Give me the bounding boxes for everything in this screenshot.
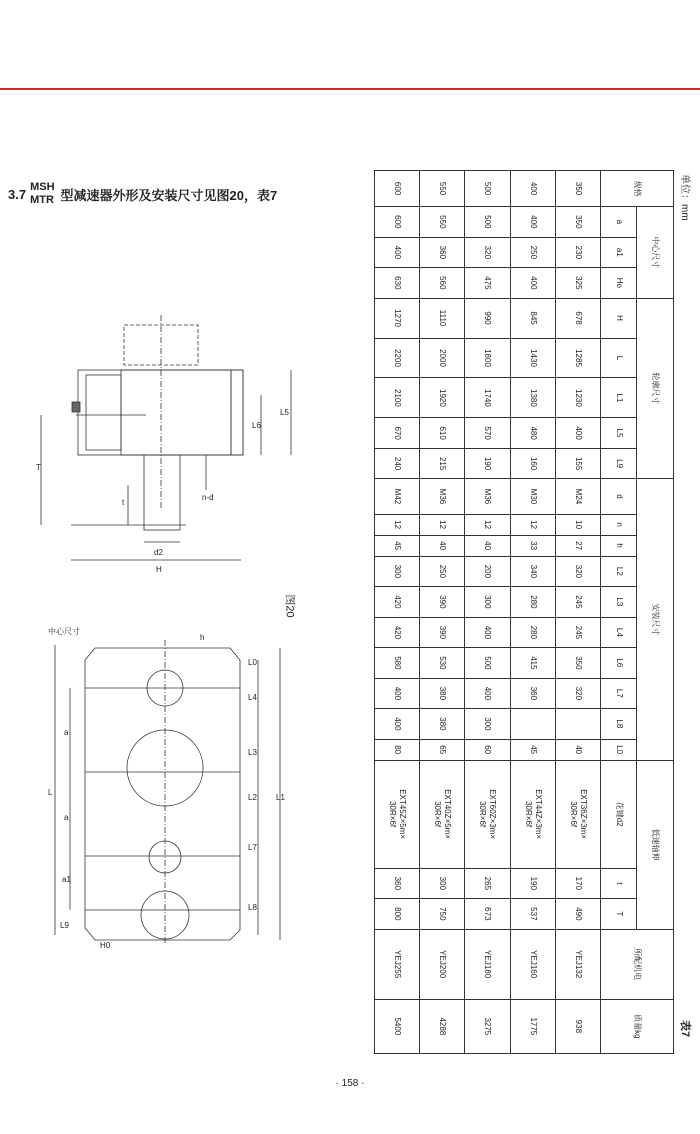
table-7-rotated xyxy=(372,170,694,1054)
cell-a1: 360 xyxy=(420,237,465,268)
group-weight: 质量kg xyxy=(600,999,673,1053)
cell-l0: 80 xyxy=(375,739,420,760)
label-nd: n-d xyxy=(202,493,214,502)
label-L1: L1 xyxy=(276,793,285,802)
cell-a: 350 xyxy=(555,207,600,238)
cell-h: 1110 xyxy=(420,298,465,338)
cell-l3: 420 xyxy=(375,587,420,618)
cell-l0: 40 xyxy=(555,739,600,760)
cell-a: 550 xyxy=(420,207,465,238)
cell-l5: 670 xyxy=(375,418,420,449)
cell-t: 170 xyxy=(555,868,600,899)
cell-t: 360 xyxy=(375,868,420,899)
label-L7: L7 xyxy=(248,843,257,852)
cell-motor: YEJ180 xyxy=(465,929,510,999)
label-L: L xyxy=(48,788,53,797)
cell-d2 xyxy=(465,760,510,868)
cell-l7: 380 xyxy=(420,678,465,709)
cell-d: M36 xyxy=(420,479,465,514)
col-header: Ho xyxy=(600,268,637,299)
cell-h: 33 xyxy=(510,535,555,556)
cell-h: 678 xyxy=(555,298,600,338)
cell-l4: 420 xyxy=(375,617,420,648)
cell-weight: 938 xyxy=(555,999,600,1053)
cell-h: 845 xyxy=(510,298,555,338)
cell-l9: 190 xyxy=(465,448,510,479)
header-rule xyxy=(0,88,700,90)
cell-l2: 250 xyxy=(420,556,465,587)
cell-l: 2200 xyxy=(375,338,420,378)
cell-d2-line1: EXT60Z×3m× xyxy=(488,789,498,840)
cell-l9: 155 xyxy=(555,448,600,479)
cell-l0: 45 xyxy=(510,739,555,760)
label-H: H xyxy=(156,565,162,574)
cell-motor: YEJ200 xyxy=(420,929,465,999)
spec-table xyxy=(374,170,674,1054)
table-row xyxy=(375,171,420,1054)
cell-l6: 350 xyxy=(555,648,600,679)
cell-a1: 320 xyxy=(465,237,510,268)
cell-t: 190 xyxy=(510,868,555,899)
table-body xyxy=(375,171,601,1054)
cell-motor: YEJ132 xyxy=(555,929,600,999)
cell-h: 990 xyxy=(465,298,510,338)
section-title: 型减速器外形及安装尺寸见图20，表7 xyxy=(60,187,278,203)
cell-d: M30 xyxy=(510,479,555,514)
page-number: · 158 · xyxy=(335,1078,365,1089)
table-row xyxy=(465,171,510,1054)
cell-ho: 630 xyxy=(375,268,420,299)
label-h: h xyxy=(200,633,205,642)
label-L2: L2 xyxy=(248,793,257,802)
cell-n: 12 xyxy=(420,514,465,535)
cell-d2-line1: EXT44Z×3m× xyxy=(533,789,543,840)
cell-d2-line2: 30R×6f xyxy=(523,801,533,828)
cell-l0: 60 xyxy=(465,739,510,760)
label-L9: L9 xyxy=(60,921,69,930)
col-header: L9 xyxy=(600,448,637,479)
cell-h: 45 xyxy=(375,535,420,556)
cell-d: M42 xyxy=(375,479,420,514)
col-header: a xyxy=(600,207,637,238)
group-center: 中心尺寸 xyxy=(637,207,674,299)
cell-l3: 245 xyxy=(555,587,600,618)
col-header: L6 xyxy=(600,648,637,679)
column-header-row xyxy=(600,171,637,1054)
group-shaft: 低速轴伸 xyxy=(637,760,674,929)
table-label: 表7 xyxy=(679,1020,691,1038)
cell-l7: 400 xyxy=(465,678,510,709)
cell-n: 12 xyxy=(510,514,555,535)
cell-d2 xyxy=(420,760,465,868)
cell-l: 1800 xyxy=(465,338,510,378)
col-header: h xyxy=(600,535,637,556)
cell-a: 600 xyxy=(375,207,420,238)
cell-h: 27 xyxy=(555,535,600,556)
cell-n: 12 xyxy=(465,514,510,535)
label-L8: L8 xyxy=(248,903,257,912)
model-stack xyxy=(30,181,54,207)
cell-ho: 475 xyxy=(465,268,510,299)
cell-l4: 390 xyxy=(420,617,465,648)
cell-l8: 400 xyxy=(375,709,420,740)
cell-l8: 380 xyxy=(420,709,465,740)
figure-caption: 图20 xyxy=(283,594,296,618)
cell-h: 1270 xyxy=(375,298,420,338)
cell-l2: 340 xyxy=(510,556,555,587)
cell-n: 10 xyxy=(555,514,600,535)
label-center-size: 中心尺寸 xyxy=(48,627,80,636)
cell-d2-line1: EXT40Z×5m× xyxy=(443,789,453,840)
cell-l: 1285 xyxy=(555,338,600,378)
cell-l1: 1230 xyxy=(555,378,600,418)
plan-view-drawing xyxy=(40,620,295,950)
cell-l3: 390 xyxy=(420,587,465,618)
table-row xyxy=(510,171,555,1054)
label-L3: L3 xyxy=(248,748,257,757)
cell-l6: 580 xyxy=(375,648,420,679)
unit-label: 单位：mm xyxy=(679,174,690,221)
label-T: T xyxy=(36,463,41,472)
section-heading xyxy=(8,181,277,207)
cell-d2-line2: 30R×6f xyxy=(568,801,578,828)
cell-l7: 320 xyxy=(555,678,600,709)
col-header: L4 xyxy=(600,617,637,648)
label-a-upper: a xyxy=(64,728,69,737)
col-header: d xyxy=(600,479,637,514)
cell-d2-line1: EXT45Z×5m× xyxy=(398,789,408,840)
cell-t: 537 xyxy=(510,899,555,930)
cell-l3: 300 xyxy=(465,587,510,618)
table-row xyxy=(555,171,600,1054)
col-header: n xyxy=(600,514,637,535)
cell-l8: 300 xyxy=(465,709,510,740)
col-header: L1 xyxy=(600,378,637,418)
cell-l4: 245 xyxy=(555,617,600,648)
cell-ho: 400 xyxy=(510,268,555,299)
cell-d2-line2: 30R×6f xyxy=(433,801,443,828)
cell-ho: 325 xyxy=(555,268,600,299)
cell-l6: 415 xyxy=(510,648,555,679)
col-header: L2 xyxy=(600,556,637,587)
cell-spec: 500 xyxy=(465,171,510,207)
cell-l2: 320 xyxy=(555,556,600,587)
cell-a: 500 xyxy=(465,207,510,238)
cell-l0: 65 xyxy=(420,739,465,760)
cell-l: 1430 xyxy=(510,338,555,378)
cell-d: M36 xyxy=(465,479,510,514)
label-t: t xyxy=(122,498,125,507)
cell-l4: 280 xyxy=(510,617,555,648)
cell-spec: 400 xyxy=(510,171,555,207)
side-view-drawing xyxy=(36,310,306,580)
col-header: L8 xyxy=(600,709,637,740)
cell-weight: 4288 xyxy=(420,999,465,1053)
cell-spec: 550 xyxy=(420,171,465,207)
cell-d2 xyxy=(375,760,420,868)
group-spec: 规格 xyxy=(600,171,673,207)
model-mtr: MTR xyxy=(30,194,54,206)
cell-d2 xyxy=(555,760,600,868)
cell-weight: 1775 xyxy=(510,999,555,1053)
cell-l3: 280 xyxy=(510,587,555,618)
cell-l7: 360 xyxy=(510,678,555,709)
cell-l4: 400 xyxy=(465,617,510,648)
cell-l9: 215 xyxy=(420,448,465,479)
cell-n: 12 xyxy=(375,514,420,535)
cell-t: 800 xyxy=(375,899,420,930)
cell-d2-line1: EXT36Z×3m× xyxy=(578,789,588,840)
cell-a: 400 xyxy=(510,207,555,238)
col-header: H xyxy=(600,298,637,338)
cell-d2-line2: 30R×6f xyxy=(388,801,398,828)
col-header: L xyxy=(600,338,637,378)
cell-t: 673 xyxy=(465,899,510,930)
cell-l2: 300 xyxy=(375,556,420,587)
cell-weight: 5400 xyxy=(375,999,420,1053)
cell-t: 490 xyxy=(555,899,600,930)
cell-l7: 400 xyxy=(375,678,420,709)
cell-t: 300 xyxy=(420,868,465,899)
cell-l5: 480 xyxy=(510,418,555,449)
label-a1: a1 xyxy=(62,875,71,884)
cell-l5: 570 xyxy=(465,418,510,449)
cell-motor: YEJ160 xyxy=(510,929,555,999)
cell-l: 2000 xyxy=(420,338,465,378)
col-header: L3 xyxy=(600,587,637,618)
cell-d2 xyxy=(510,760,555,868)
col-header: L0 xyxy=(600,739,637,760)
cell-t: 265 xyxy=(465,868,510,899)
cell-a1: 250 xyxy=(510,237,555,268)
cell-d2-line2: 30R×6f xyxy=(478,801,488,828)
cell-l1: 1920 xyxy=(420,378,465,418)
col-header: T xyxy=(600,899,637,930)
label-d2: d2 xyxy=(154,548,163,557)
cell-a1: 230 xyxy=(555,237,600,268)
col-header: t xyxy=(600,868,637,899)
cell-l1: 2100 xyxy=(375,378,420,418)
cell-l1: 1380 xyxy=(510,378,555,418)
cell-h: 40 xyxy=(465,535,510,556)
cell-d: M24 xyxy=(555,479,600,514)
col-header: 花键d2 xyxy=(600,760,637,868)
table-row xyxy=(420,171,465,1054)
cell-l6: 530 xyxy=(420,648,465,679)
cell-weight: 3275 xyxy=(465,999,510,1053)
table-7-area xyxy=(372,170,694,1054)
model-msh: MSH xyxy=(30,181,55,193)
cell-l6: 500 xyxy=(465,648,510,679)
cell-motor: YEJ255 xyxy=(375,929,420,999)
cell-l9: 160 xyxy=(510,448,555,479)
cell-l5: 400 xyxy=(555,418,600,449)
label-L5: L5 xyxy=(280,408,289,417)
col-header: a1 xyxy=(600,237,637,268)
cell-l8 xyxy=(510,709,555,740)
label-L4: L4 xyxy=(248,693,257,702)
group-install: 安装尺寸 xyxy=(637,479,674,760)
group-motor: 所配机电 xyxy=(600,929,673,999)
col-header: L5 xyxy=(600,418,637,449)
cell-ho: 560 xyxy=(420,268,465,299)
cell-t: 750 xyxy=(420,899,465,930)
cell-l2: 200 xyxy=(465,556,510,587)
cell-l8 xyxy=(555,709,600,740)
group-header-row xyxy=(637,171,674,1054)
section-number: 3.7 xyxy=(8,186,27,202)
group-outline: 轮廓尺寸 xyxy=(637,298,674,479)
label-a-lower: a xyxy=(64,813,69,822)
label-L0: L0 xyxy=(248,658,257,667)
cell-h: 40 xyxy=(420,535,465,556)
cell-l9: 240 xyxy=(375,448,420,479)
cell-a1: 400 xyxy=(375,237,420,268)
cell-spec: 600 xyxy=(375,171,420,207)
cell-spec: 350 xyxy=(555,171,600,207)
label-L6: L6 xyxy=(252,421,261,430)
cell-l1: 1740 xyxy=(465,378,510,418)
cell-l5: 610 xyxy=(420,418,465,449)
col-header: L7 xyxy=(600,678,637,709)
label-H0: H0 xyxy=(100,941,111,950)
